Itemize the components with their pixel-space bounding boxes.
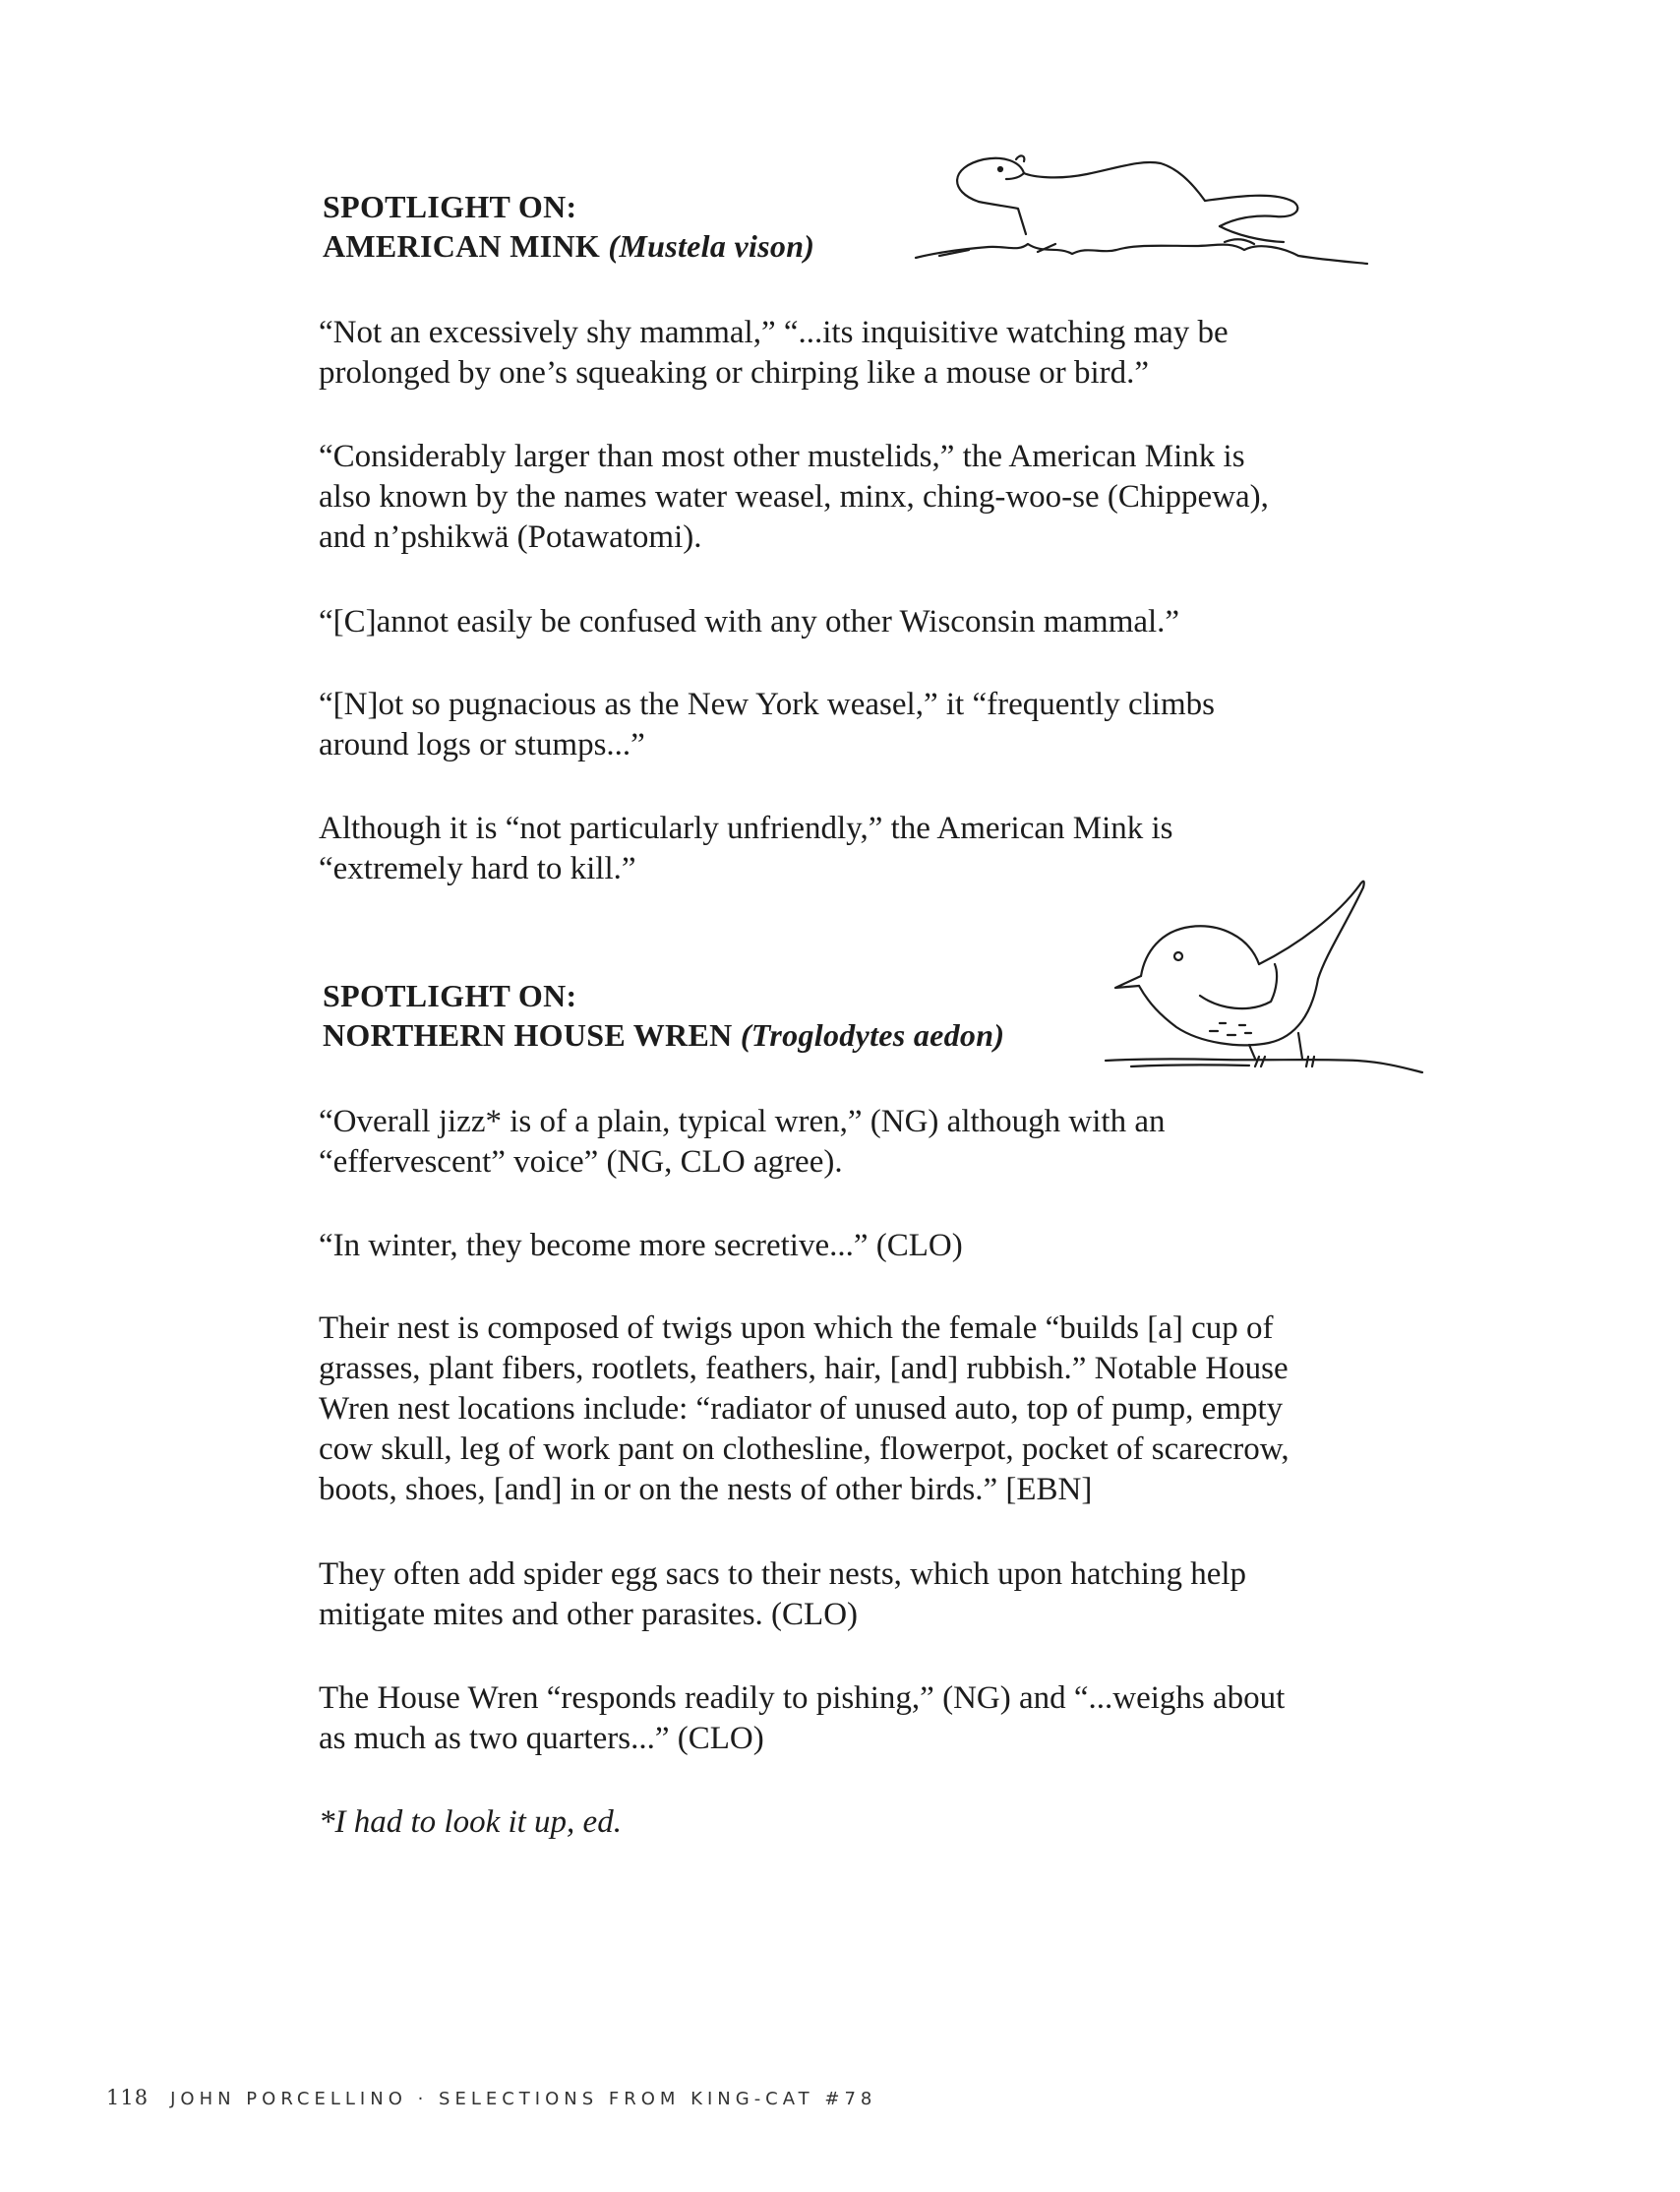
wren-p3-line-3: Wren nest locations include: “radiator of unused auto, top of pump, empty xyxy=(319,1391,1284,1427)
wren-p4-line-2: mitigate mites and other parasites. (CLO) xyxy=(319,1597,859,1632)
wren-p3-line-5: boots, shoes, [and] in or on the nests of other birds.” [EBN] xyxy=(319,1472,1093,1507)
mink-common-name: AMERICAN MINK xyxy=(323,228,601,264)
wren-p3-line-4: cow skull, leg of work pant on clothesline, flowerpot, pocket of scarecrow, xyxy=(319,1431,1290,1467)
wren-heading xyxy=(323,976,1004,1055)
running-title: JOHN PORCELLINO · SELECTIONS FROM KING-CAT #78 xyxy=(170,2089,877,2109)
mink-p2-line-2: also known by the names water weasel, minx, ching-woo-se (Chippewa), xyxy=(319,479,1269,515)
mink-p1-line-1: “Not an excessively shy mammal,” “...its inquisitive watching may be xyxy=(319,315,1229,350)
mink-heading-label: SPOTLIGHT ON: xyxy=(323,189,577,224)
mink-p3-line-1: “[C]annot easily be confused with any other Wisconsin mammal.” xyxy=(319,604,1180,639)
wren-heading-label: SPOTLIGHT ON: xyxy=(323,978,577,1013)
mink-p4-line-2: around logs or stumps...” xyxy=(319,727,645,762)
wren-footnote: *I had to look it up, ed. xyxy=(319,1804,622,1840)
wren-p1-line-1: “Overall jizz* is of a plain, typical wren,” (NG) although with an xyxy=(319,1104,1166,1139)
mink-scientific-name: (Mustela vison) xyxy=(608,228,815,264)
mink-heading xyxy=(323,187,814,266)
mink-p2-line-3: and n’pshikwä (Potawatomi). xyxy=(319,519,702,555)
wren-p2-line-1: “In winter, they become more secretive...” (CLO) xyxy=(319,1228,963,1263)
wren-p5-line-2: as much as two quarters...” (CLO) xyxy=(319,1721,764,1756)
mink-p5-line-1: Although it is “not particularly unfriendly,” the American Mink is xyxy=(319,811,1173,846)
wren-scientific-name: (Troglodytes aedon) xyxy=(740,1017,1005,1053)
mink-paragraph-4 xyxy=(319,685,1430,765)
wren-p4-line-1: They often add spider egg sacs to their nests, which upon hatching help xyxy=(319,1556,1247,1592)
wren-p5-line-1: The House Wren “responds readily to pishing,” (NG) and “...weighs about xyxy=(319,1680,1286,1716)
mink-p1-line-2: prolonged by one’s squeaking or chirping like a mouse or bird.” xyxy=(319,355,1150,391)
wren-paragraph-2 xyxy=(319,1226,1430,1266)
page-footer xyxy=(106,2086,876,2109)
mink-heading-species xyxy=(323,226,814,266)
wren-p3-line-1: Their nest is composed of twigs upon which the female “builds [a] cup of xyxy=(319,1310,1274,1346)
wren-illustration xyxy=(1102,866,1426,1092)
wren-heading-species xyxy=(323,1015,1004,1055)
mink-paragraph-2 xyxy=(319,437,1430,558)
mink-paragraph-1 xyxy=(319,313,1430,394)
page-number: 118 xyxy=(106,2086,150,2109)
wren-p3-line-2: grasses, plant fibers, rootlets, feathers, hair, [and] rubbish.” Notable House xyxy=(319,1351,1289,1386)
wren-paragraph-4 xyxy=(319,1554,1430,1635)
wren-paragraph-3 xyxy=(319,1309,1430,1510)
mink-p4-line-1: “[N]ot so pugnacious as the New York weasel,” it “frequently climbs xyxy=(319,687,1215,722)
wren-common-name: NORTHERN HOUSE WREN xyxy=(323,1017,733,1053)
wren-paragraph-5 xyxy=(319,1678,1430,1759)
mink-paragraph-3 xyxy=(319,602,1430,642)
mink-p5-line-2: “extremely hard to kill.” xyxy=(319,851,636,886)
wren-paragraph-1 xyxy=(319,1102,1430,1183)
mink-illustration xyxy=(910,148,1372,275)
wren-p1-line-2: “effervescent” voice” (NG, CLO agree). xyxy=(319,1144,843,1180)
mink-p2-line-1: “Considerably larger than most other mustelids,” the American Mink is xyxy=(319,439,1245,474)
